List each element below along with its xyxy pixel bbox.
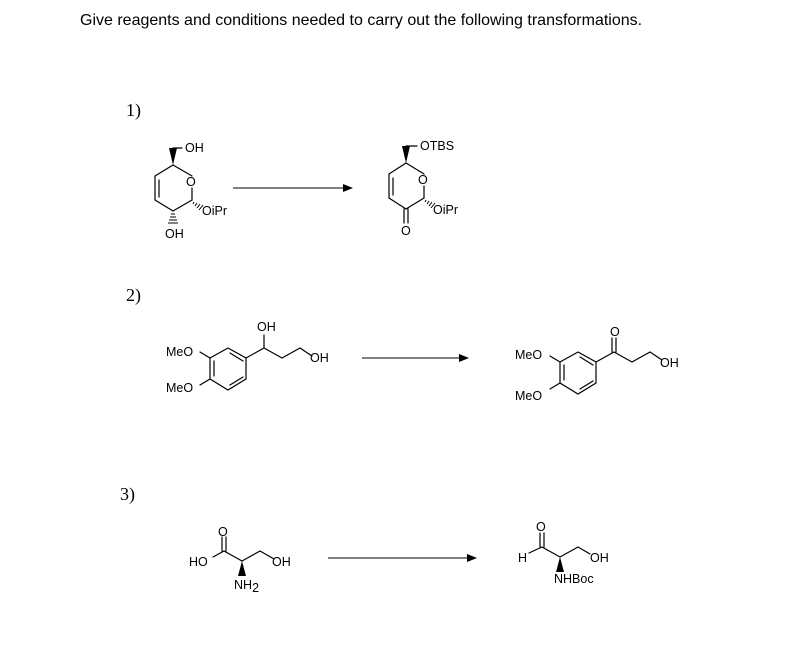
label-meo-bottom: MeO <box>515 389 543 403</box>
label-oipr: OiPr <box>202 204 227 218</box>
label-carbonyl-o: O <box>218 525 228 539</box>
label-oh: OH <box>185 141 204 155</box>
problem-1-product-molecule <box>389 139 458 238</box>
label-ring-o: O <box>418 173 428 187</box>
label-ketone-o: O <box>401 224 411 238</box>
label-meo-bottom: MeO <box>166 381 194 395</box>
problem-3-product-molecule <box>518 520 609 586</box>
label-otbs: OTBS <box>420 139 455 153</box>
label-oh-end: OH <box>590 551 609 565</box>
label-oh-end: OH <box>660 356 679 370</box>
problem-2-product-molecule <box>515 325 679 403</box>
label-carbonyl-o: O <box>536 520 546 534</box>
label-oipr: OiPr <box>433 203 458 217</box>
label-oh-bottom: OH <box>165 227 184 241</box>
label-oh-end: OH <box>310 351 329 365</box>
label-ho: HO <box>189 555 208 569</box>
label-nh2: NH2 <box>234 578 260 595</box>
label-nhboc: NHBoc <box>554 572 594 586</box>
label-ketone-o: O <box>610 325 620 339</box>
label-oh-secondary: OH <box>257 320 276 334</box>
label-meo-top: MeO <box>515 348 543 362</box>
problem-3-number: 3) <box>120 484 135 504</box>
label-ring-o: O <box>186 175 196 189</box>
label-meo-top: MeO <box>166 345 194 359</box>
problem-2-number: 2) <box>126 285 141 305</box>
problem-2-start-molecule <box>166 320 329 395</box>
question-text: Give reagents and conditions needed to carry out the following transformations. <box>80 12 643 29</box>
problem-1-number: 1) <box>126 100 141 120</box>
problem-1-start-molecule <box>155 141 227 241</box>
problem-3-start-molecule <box>189 525 291 595</box>
label-oh-end: OH <box>272 555 291 569</box>
label-h: H <box>518 551 528 565</box>
